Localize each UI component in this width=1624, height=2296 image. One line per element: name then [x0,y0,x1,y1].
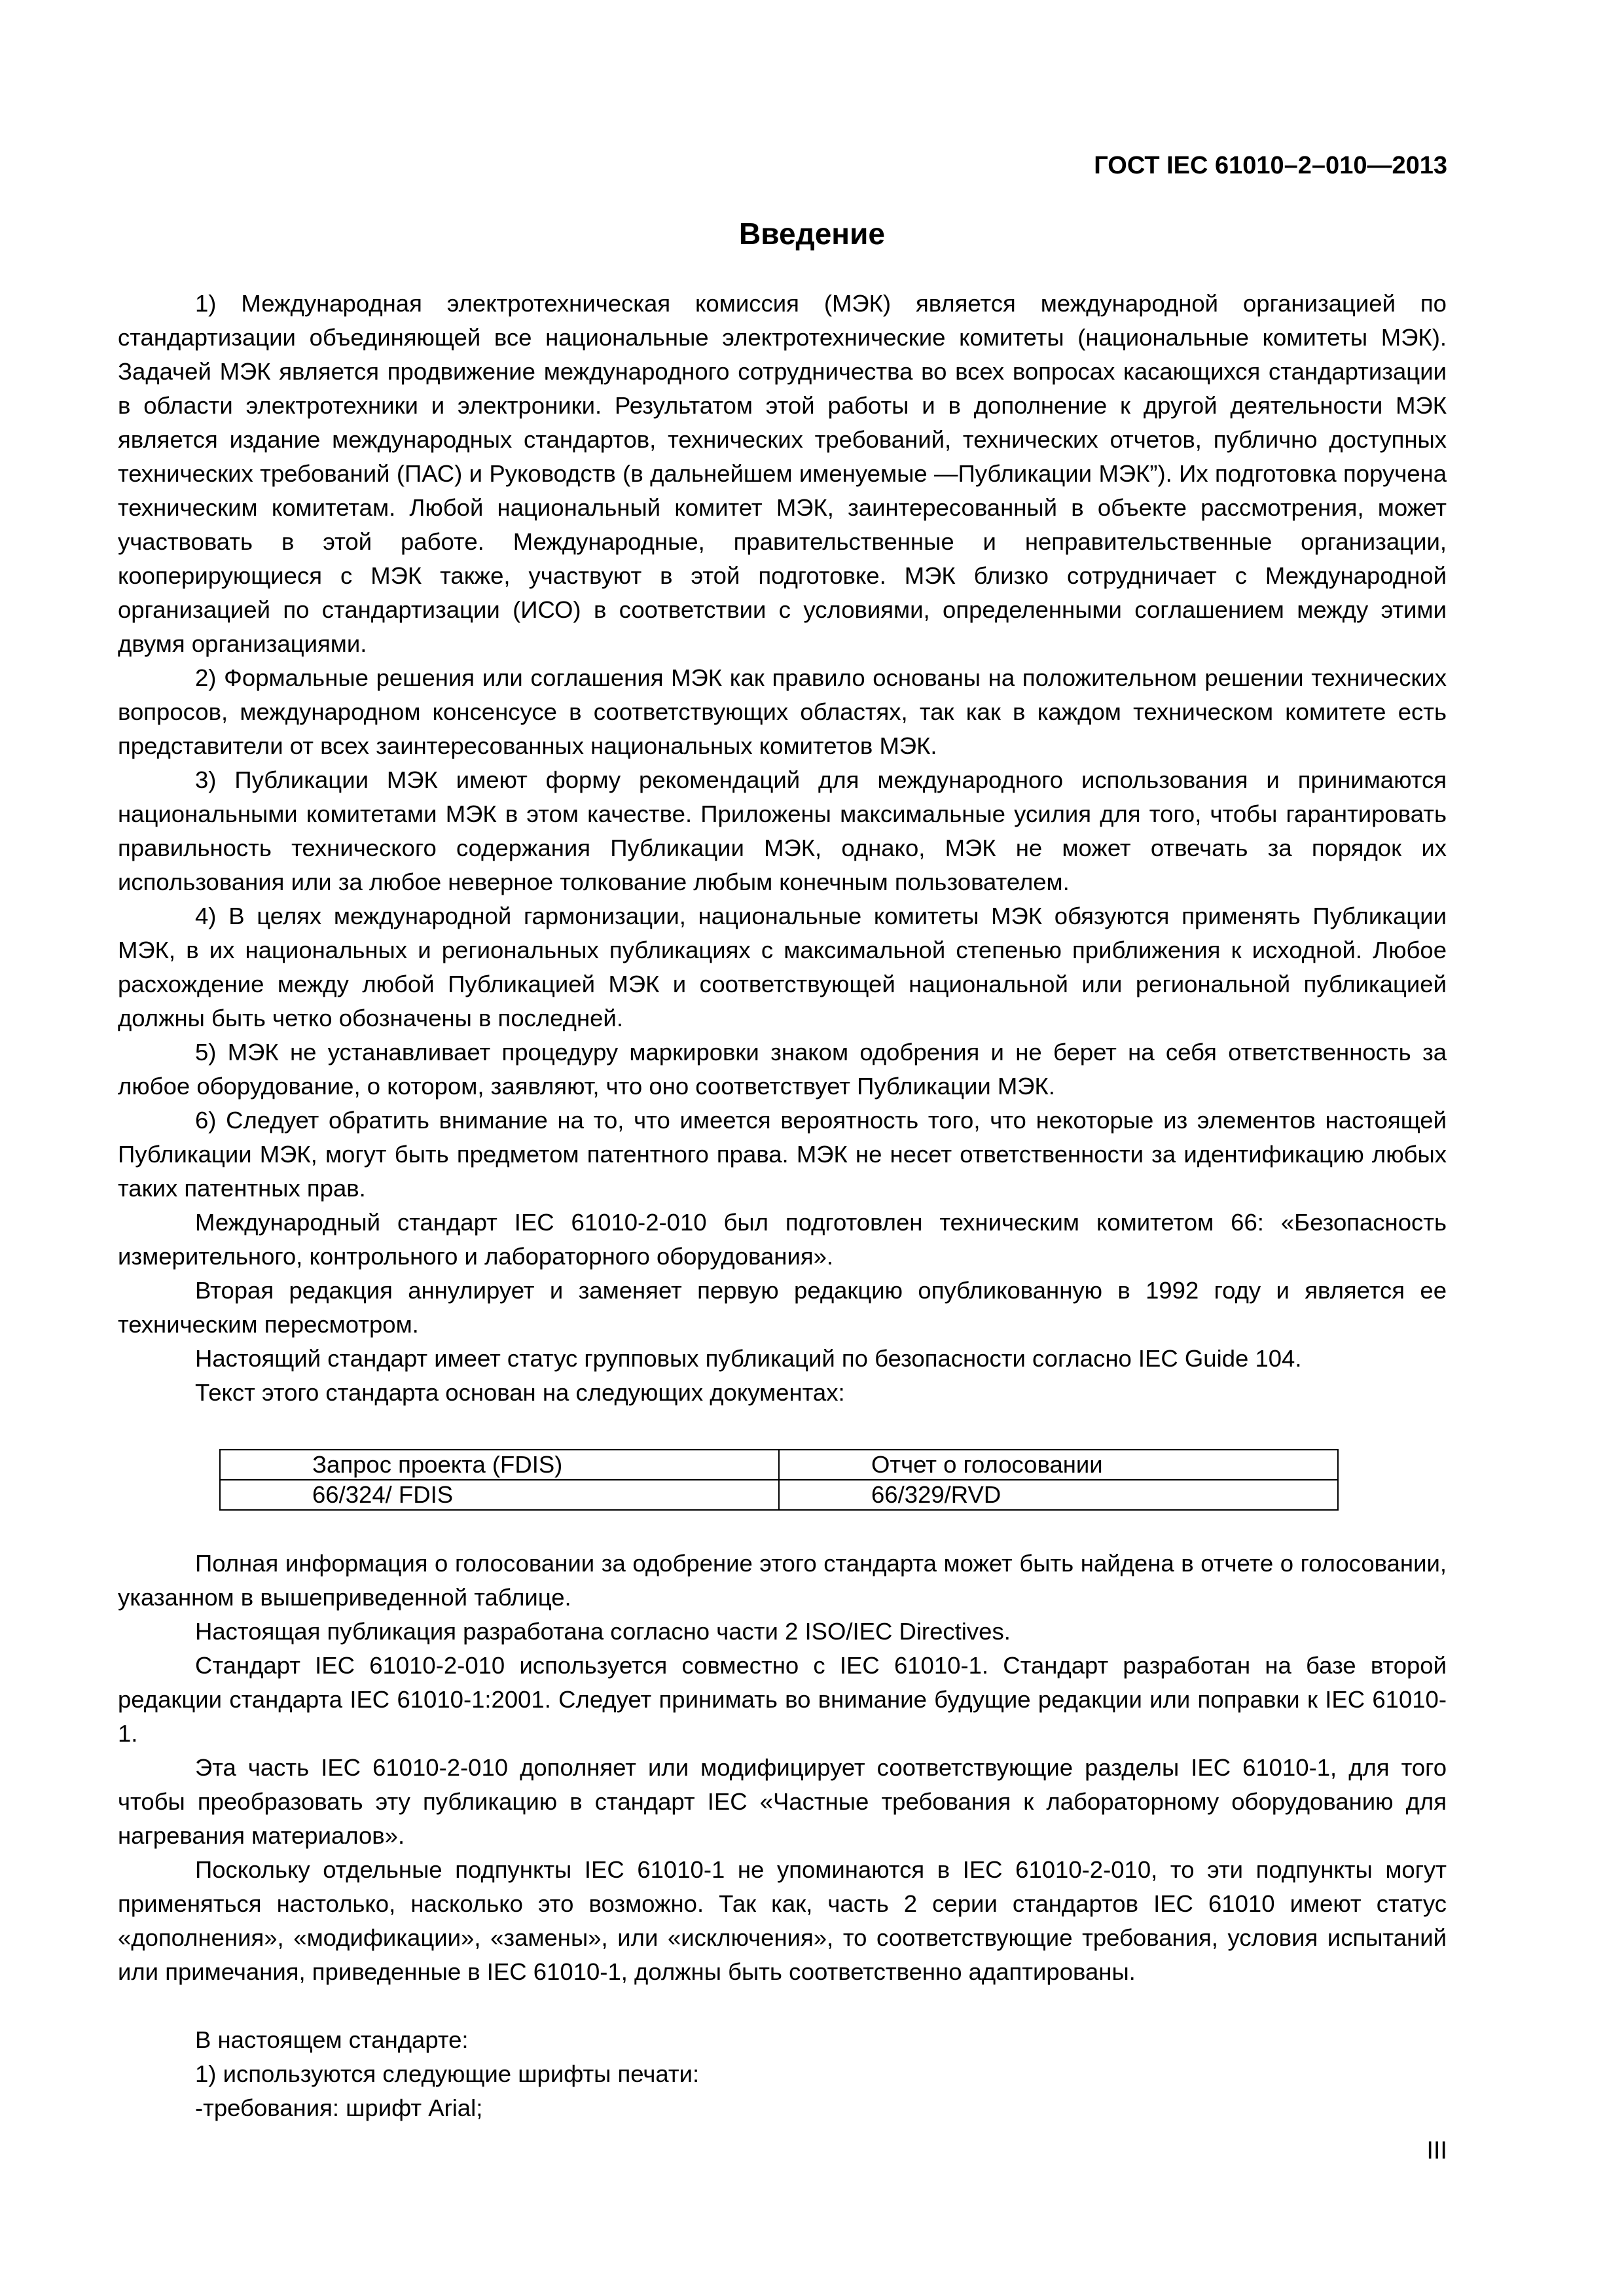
paragraph: Вторая редакция аннулирует и заменяет первую редакцию опубликованную в 1992 году и является ее техническим пересмотром. [118,1277,1447,1338]
document-code: ГОСТ IEC 61010–2–010—2013 [1094,152,1447,179]
paragraph: Поскольку отдельные подпункты IEC 61010-1 не упоминаются в IEC 61010-2-010, то эти подпункты могут применяться настолько, насколько это возможно. Так как, часть 2 серии стандартов IEC 61010 имеют статус «дополнения», «модификации», «замены», или «исключения», то соответствующие требования, условия испытаний или примечания, приведенные в IEC 61010-1, должны быть соответственно адаптированы. [118,1856,1447,1985]
paragraph: Настоящая публикация разработана согласно части 2 ISO/IEC Directives. [195,1618,1011,1645]
paragraph: Настоящий стандарт имеет статус групповых публикаций по безопасности согласно IEC Guide 104. [195,1345,1302,1372]
list-line: 1) используются следующие шрифты печати: [195,2060,700,2087]
table-header-row [220,1450,1338,1480]
paragraph: 4) В целях международной гармонизации, национальные комитеты МЭК обязуются применять Публикации МЭК, в их национальных и региональных публикациях с максимальной степенью приближения к исходной. Любое расхождение между любой Публикацией МЭК и соответствующей национальной или региональной публикацией должны быть четко обозначены в последней. [118,903,1447,1031]
table-row [220,1480,1338,1510]
paragraph: 1) Международная электротехническая комиссия (МЭК) является международной организацией по стандартизации объединяющей все национальные электротехнические комитеты (национальные комитеты МЭК). Задачей МЭК является продвижение международного сотрудничества во всех вопросах касающихся стандартизации в области электротехники и электроники. Результатом этой работы и в дополнение к другой деятельности МЭК является издание международных стандартов, технических требований, технических отчетов, публично доступных технических требований (ПАС) и Руководств (в дальнейшем именуемые ―Публикации МЭК”). Их подготовка поручена техническим комитетам. Любой национальный комитет МЭК, заинтересованный в объекте рассмотрения, может участвовать в этой работе. Международные, правительственные и неправительственные организации, кооперирующиеся с МЭК также, участвуют в этой подготовке. МЭК близко сотрудничает с Международной организацией по стандартизации (ИСО) в соответствии с условиями, определенными соглашением между этими двумя организациями. [118,290,1447,657]
section-title: Введение [739,217,885,251]
paragraph: Стандарт IEC 61010-2-010 используется совместно с IEC 61010-1. Стандарт разработан на базе второй редакции стандарта IEC 61010-1:2001. Следует принимать во внимание будущие редакции или поправки к IEC 61010-1. [118,1652,1447,1747]
paragraph: 5) МЭК не устанавливает процедуру маркировки знаком одобрения и не берет на себя ответственность за любое оборудование, о котором, заявляют, что оно соответствует Публикации МЭК. [118,1039,1447,1100]
paragraph: 3) Публикации МЭК имеют форму рекомендаций для международного использования и принимаются национальными комитетами МЭК в этом качестве. Приложены максимальные усилия для того, чтобы гарантировать правильность технического содержания Публикации МЭК, однако, МЭК не может отвечать за порядок их использования или за любое неверное толкование любым конечным пользователем. [118,766,1447,895]
paragraph: Международный стандарт IEC 61010-2-010 был подготовлен техническим комитетом 66: «Безопасность измерительного, контрольного и лабораторного оборудования». [118,1209,1447,1270]
paragraph: Полная информация о голосовании за одобрение этого стандарта может быть найдена в отчете о голосовании, указанном в вышеприведенной таблице. [118,1550,1447,1611]
paragraph: Эта часть IEC 61010-2-010 дополняет или модифицирует соответствующие разделы IEC 61010-1, для того чтобы преобразовать эту публикацию в стандарт IEC «Частные требования к лабораторному оборудованию для нагревания материалов». [118,1754,1447,1849]
voting-table [219,1449,1339,1511]
table-cell: 66/324/ FDIS [220,1480,779,1510]
body-text [118,287,1447,2125]
list-line: В настоящем стандарте: [195,2026,469,2053]
table-cell: 66/329/RVD [779,1480,1338,1510]
voting-table-wrapper [118,1449,1447,1511]
paragraph: 2) Формальные решения или соглашения МЭК как правило основаны на положительном решении технических вопросов, международном консенсусе в соответствующих областях, так как в каждом техническом комитете есть представители от всех заинтересованных национальных комитетов МЭК. [118,664,1447,759]
paragraph: Текст этого стандарта основан на следующих документах: [195,1379,845,1406]
table-header-cell: Отчет о голосовании [779,1450,1338,1480]
list-line: -требования: шрифт Arial; [195,2094,483,2121]
page-number: III [1426,2137,1447,2164]
spacer [118,1989,1447,2023]
paragraph: 6) Следует обратить внимание на то, что имеется вероятность того, что некоторые из элементов настоящей Публикации МЭК, могут быть предметом патентного права. МЭК не несет ответственности за идентификацию любых таких патентных прав. [118,1107,1447,1202]
table-header-cell: Запрос проекта (FDIS) [220,1450,779,1480]
